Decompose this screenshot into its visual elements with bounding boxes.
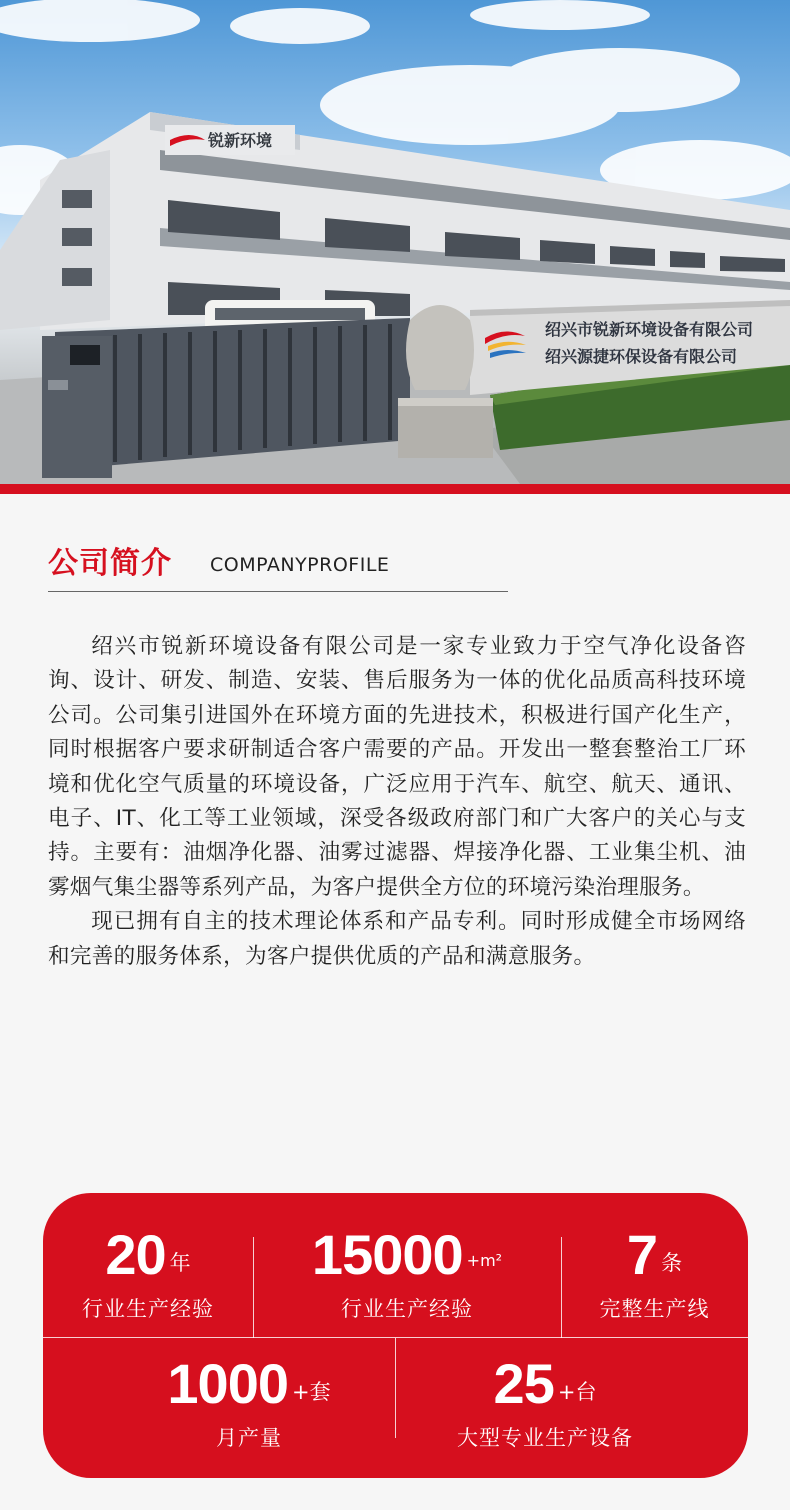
stat-value: 1000 — [167, 1352, 288, 1415]
stats-panel — [43, 1193, 748, 1478]
stat-item — [561, 1193, 748, 1338]
stat-item — [43, 1193, 253, 1338]
stat-unit: +m² — [466, 1251, 503, 1270]
stat-unit: +套 — [291, 1380, 331, 1404]
company-photo — [0, 0, 790, 484]
stat-label: 月产量 — [216, 1426, 282, 1450]
stat-value: 7 — [626, 1223, 658, 1286]
stat-value: 25 — [493, 1352, 554, 1415]
stat-value: 15000 — [311, 1223, 463, 1286]
stat-item — [103, 1338, 395, 1478]
stats-row-1 — [43, 1193, 748, 1338]
intro-paragraph-1: 绍兴市锐新环境设备有限公司是一家专业致力于空气净化设备咨询、设计、研发、制造、安装、售后服务为一体的优化品质高科技环境公司。公司集引进国外在环境方面的先进技术，积极进行国产化生产，同时根据客户要求研制适合客户需要的产品。开发出一整套整治工厂环境和优化空气质量的环境设备，广泛应用于汽车、航空、航天、通讯、电子、IT、化工等工业领域，深受各级政府部门和广大客户的关心与支持。主要有：油烟净化器、油雾过滤器、焊接净化器、工业集尘机、油雾烟气集尘器等系列产品，为客户提供全方位的环境污染治理服务。 — [48, 634, 746, 900]
wall-sign-line-2: 绍兴源捷环保设备有限公司 — [545, 349, 738, 366]
stat-label: 行业生产经验 — [82, 1297, 214, 1321]
stat-value: 20 — [105, 1223, 166, 1286]
wall-sign-line-1: 绍兴市锐新环境设备有限公司 — [545, 322, 754, 339]
divider — [561, 1237, 562, 1338]
stats-row-2 — [43, 1338, 748, 1478]
stat-label: 完整生产线 — [599, 1297, 710, 1321]
stat-label: 大型专业生产设备 — [457, 1426, 633, 1450]
stat-label: 行业生产经验 — [341, 1297, 473, 1321]
factory-illustration — [0, 0, 790, 484]
stat-unit: 条 — [661, 1251, 683, 1275]
section-heading — [48, 534, 508, 592]
accent-bar — [0, 484, 790, 494]
intro-paragraph-2: 现已拥有自主的技术理论体系和产品专利。同时形成健全市场网络和完善的服务体系，为客户提供优质的产品和满意服务。 — [48, 909, 746, 969]
stat-item — [253, 1193, 561, 1338]
section-title-en: COMPANYPROFILE — [210, 554, 390, 576]
stat-unit: +台 — [557, 1380, 597, 1404]
stat-unit: 年 — [169, 1251, 191, 1275]
stat-item — [395, 1338, 695, 1478]
section-title-cn: 公司简介 — [48, 546, 172, 581]
divider — [253, 1237, 254, 1338]
divider — [395, 1338, 396, 1438]
company-intro — [48, 630, 746, 974]
building-brand-sign: 锐新环境 — [208, 133, 273, 150]
